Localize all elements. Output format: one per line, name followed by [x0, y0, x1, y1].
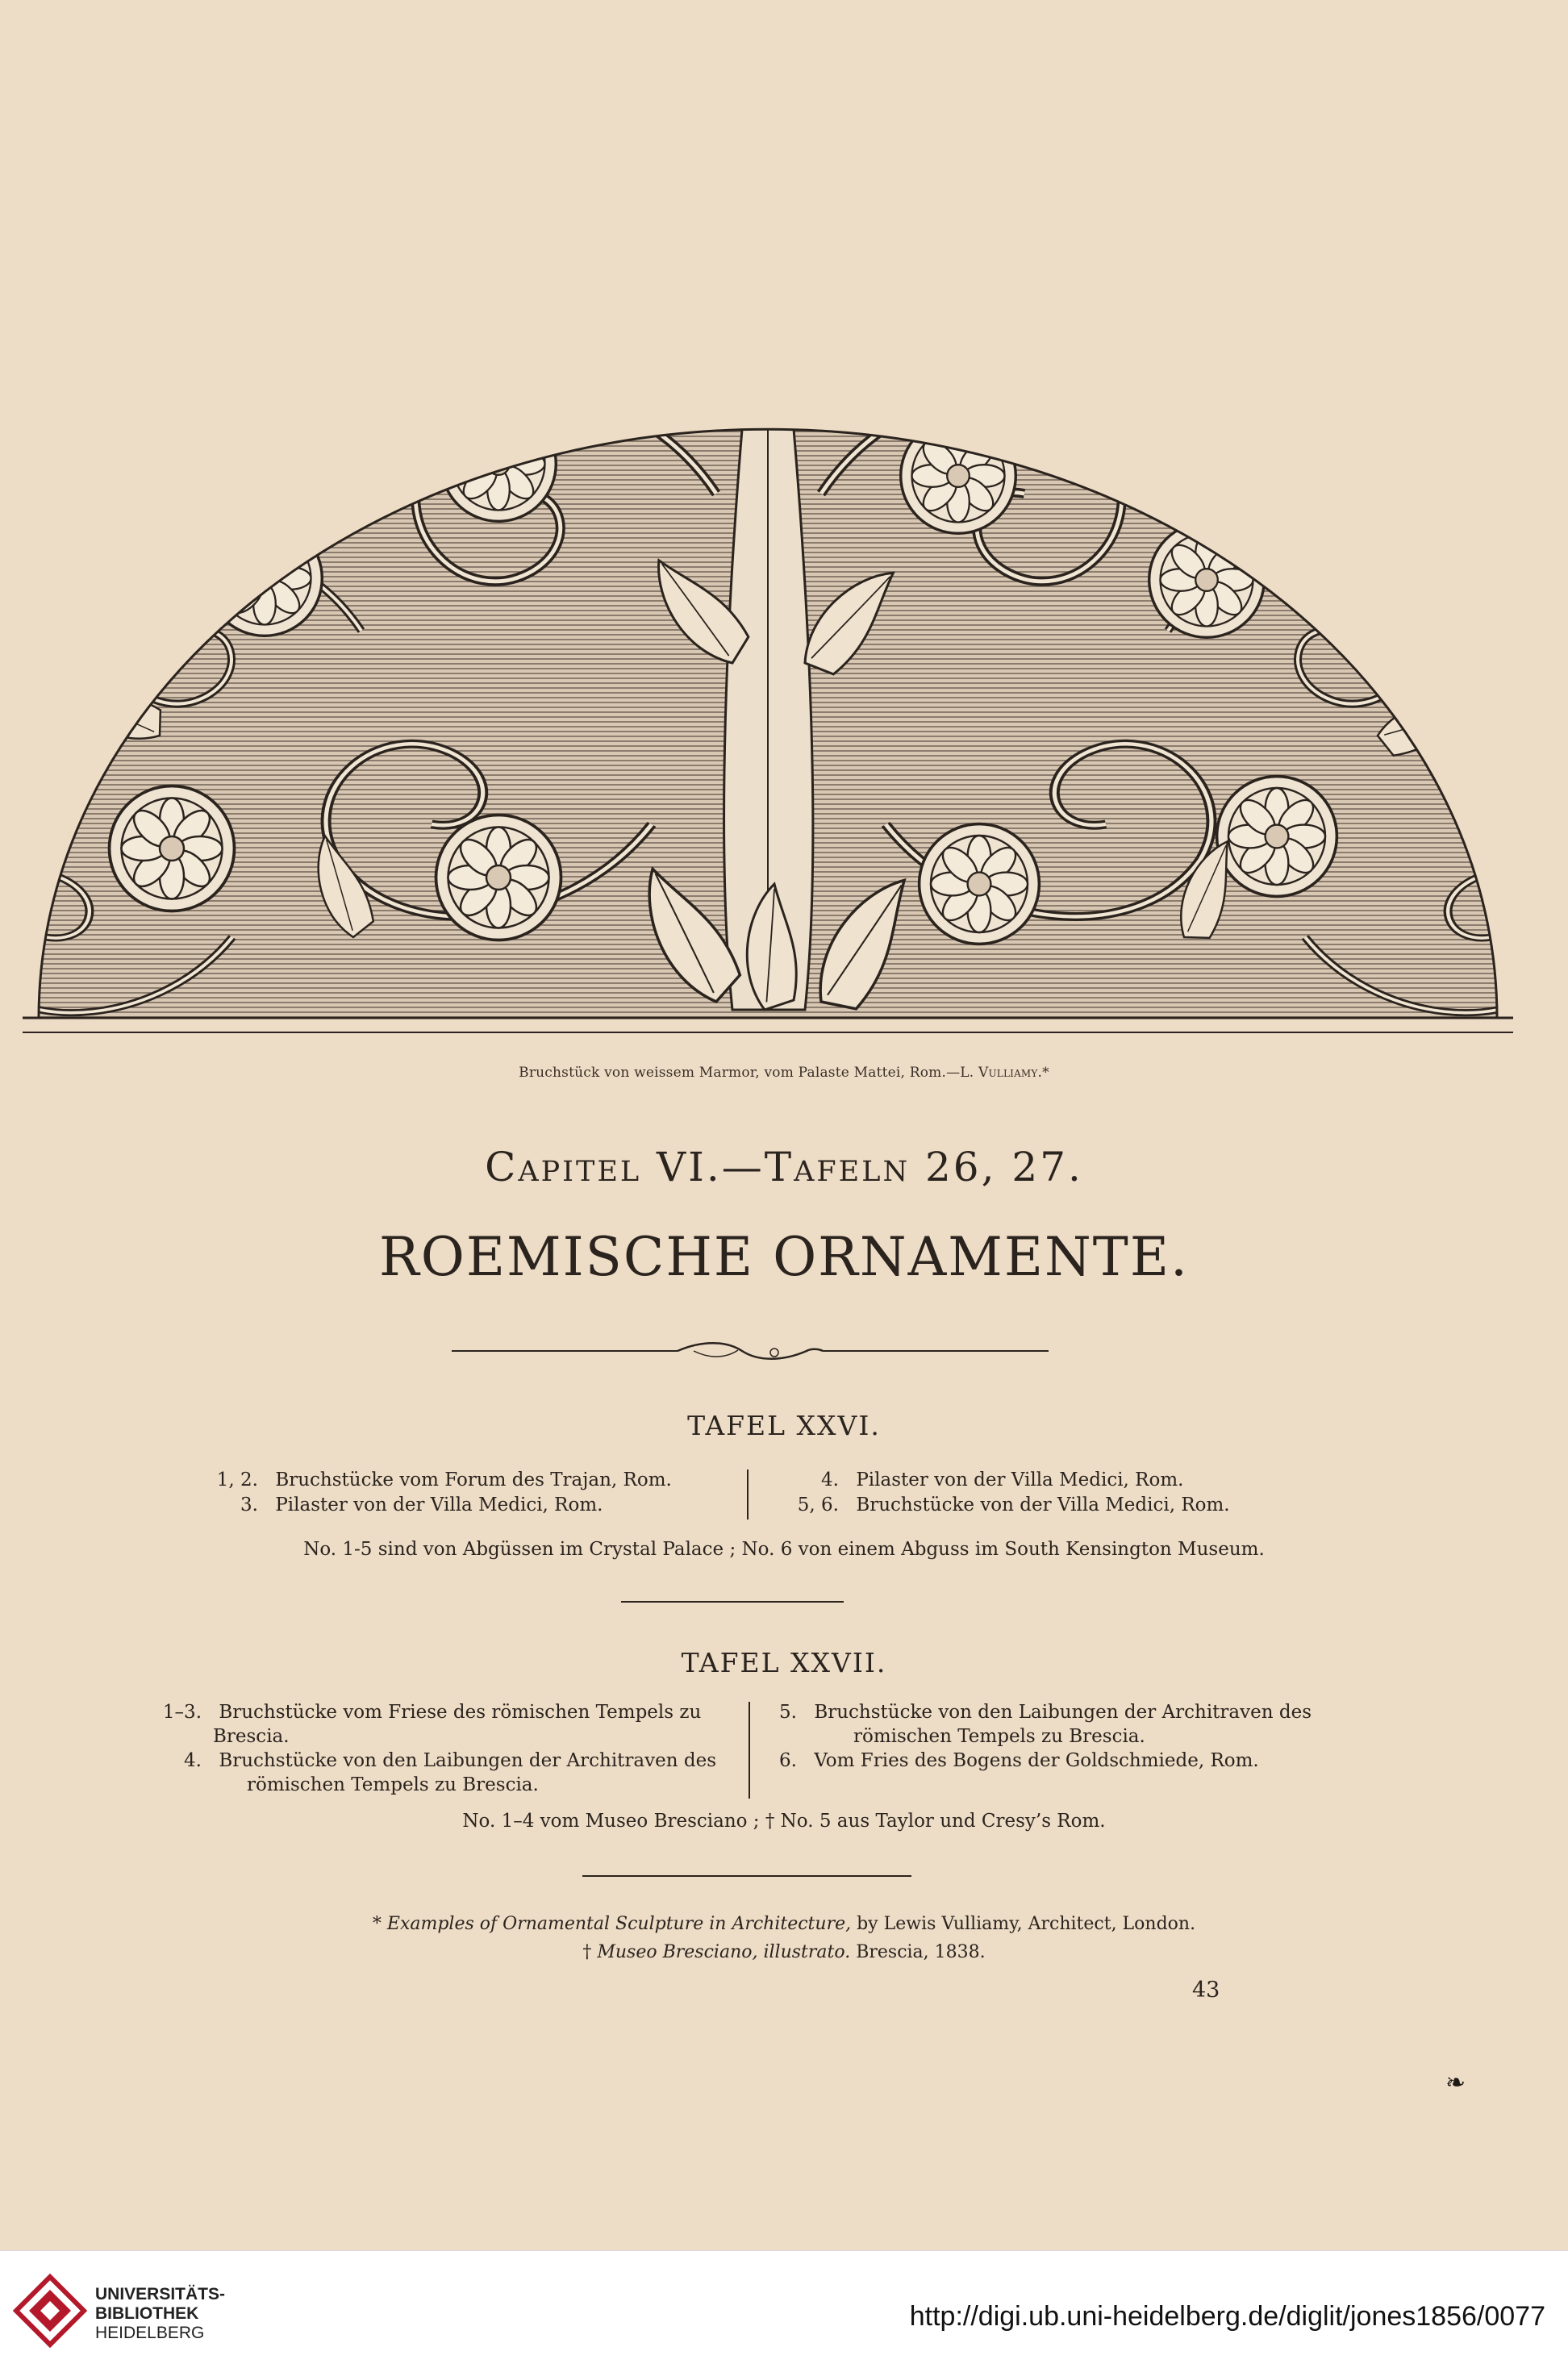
library-line-1: UNIVERSITÄTS-	[95, 2285, 226, 2303]
item-continuation: Brescia.	[213, 1726, 290, 1747]
chapter-heading: Capitel VI.—Tafeln 26, 27.	[485, 1144, 1083, 1190]
tafel-26-heading: TAFEL XXVI.	[687, 1410, 881, 1441]
footnote-text: Brescia, 1838.	[850, 1942, 986, 1962]
footnote-rule	[582, 1875, 911, 1877]
footnote-1	[0, 1914, 1568, 1934]
caption-text: Bruchstück von weissem Marmor, vom Palaste Mattei, Rom.—L.	[519, 1065, 978, 1081]
item-number: 3.	[240, 1495, 258, 1515]
footnote-mark: †	[582, 1942, 598, 1962]
library-footer	[0, 2250, 1568, 2368]
item-number: 4.	[184, 1750, 202, 1771]
item-number: 5.	[779, 1702, 797, 1723]
library-line-3: HEIDELBERG	[95, 2324, 205, 2342]
library-line-2: BIBLIOTHEK	[95, 2304, 199, 2323]
item-text: Pilaster von der Villa Medici, Rom.	[856, 1470, 1184, 1490]
item-number: 1, 2.	[216, 1470, 258, 1490]
library-name	[95, 2285, 225, 2343]
item-text: Bruchstücke vom Friese des römischen Tempels zu	[219, 1702, 702, 1723]
footnote-title: Museo Bresciano, illustrato.	[597, 1942, 851, 1962]
list-item	[194, 1493, 603, 1518]
tafel-27-source-note: No. 1–4 vom Museo Bresciano ; † No. 5 aus Taylor und Cresy’s Rom.	[462, 1811, 1106, 1832]
item-text: Vom Fries des Bogens der Goldschmiede, Rom.	[814, 1750, 1259, 1771]
page-number: 43	[1192, 1978, 1220, 2003]
caption-author: Vulliamy.	[978, 1065, 1043, 1081]
ornament-lunette-engraving	[23, 211, 1513, 1042]
list-item	[774, 1493, 1230, 1518]
page-title: ROEMISCHE ORNAMENTE.	[379, 1226, 1189, 1288]
decorative-flourish	[452, 1339, 1049, 1363]
item-text: Bruchstücke von der Villa Medici, Rom.	[856, 1495, 1230, 1515]
permalink-url[interactable]: http://digi.ub.uni-heidelberg.de/diglit/jones1856/0077	[909, 2301, 1545, 2332]
footnote-text: by Lewis Vulliamy, Architect, London.	[851, 1914, 1196, 1934]
footnote-mark: *	[372, 1914, 387, 1934]
item-number: 5, 6.	[797, 1495, 839, 1515]
caption-footnote-mark: *	[1042, 1065, 1049, 1081]
item-number: 6.	[779, 1750, 797, 1771]
list-item	[774, 1468, 1183, 1493]
list-item	[765, 1700, 1312, 1725]
column-divider	[749, 1702, 750, 1799]
list-item	[152, 1700, 701, 1725]
item-number: 1–3.	[162, 1702, 202, 1723]
column-divider	[747, 1470, 749, 1520]
list-item	[194, 1468, 672, 1493]
list-item	[152, 1749, 716, 1774]
tafel-27-heading: TAFEL XXVII.	[681, 1647, 887, 1678]
item-text: Bruchstücke vom Forum des Trajan, Rom.	[275, 1470, 672, 1490]
item-text: Pilaster von der Villa Medici, Rom.	[275, 1495, 603, 1515]
university-seal-icon	[13, 2274, 87, 2348]
section-rule	[621, 1601, 844, 1603]
ink-blot-mark: ❧	[1445, 2069, 1466, 2097]
list-item	[765, 1749, 1259, 1774]
item-text: Bruchstücke von den Laibungen der Architraven des	[814, 1702, 1312, 1723]
item-continuation: römischen Tempels zu Brescia.	[853, 1726, 1145, 1747]
item-continuation: römischen Tempels zu Brescia.	[247, 1774, 539, 1795]
item-text: Bruchstücke von den Laibungen der Architraven des	[219, 1750, 716, 1771]
illustration-caption	[0, 1065, 1568, 1081]
footnote-title: Examples of Ornamental Sculpture in Architecture,	[386, 1914, 852, 1934]
footnote-2	[0, 1942, 1568, 1962]
item-number: 4.	[821, 1470, 839, 1490]
tafel-26-source-note: No. 1-5 sind von Abgüssen im Crystal Palace ; No. 6 von einem Abguss im South Kensington Museum.	[303, 1539, 1265, 1560]
